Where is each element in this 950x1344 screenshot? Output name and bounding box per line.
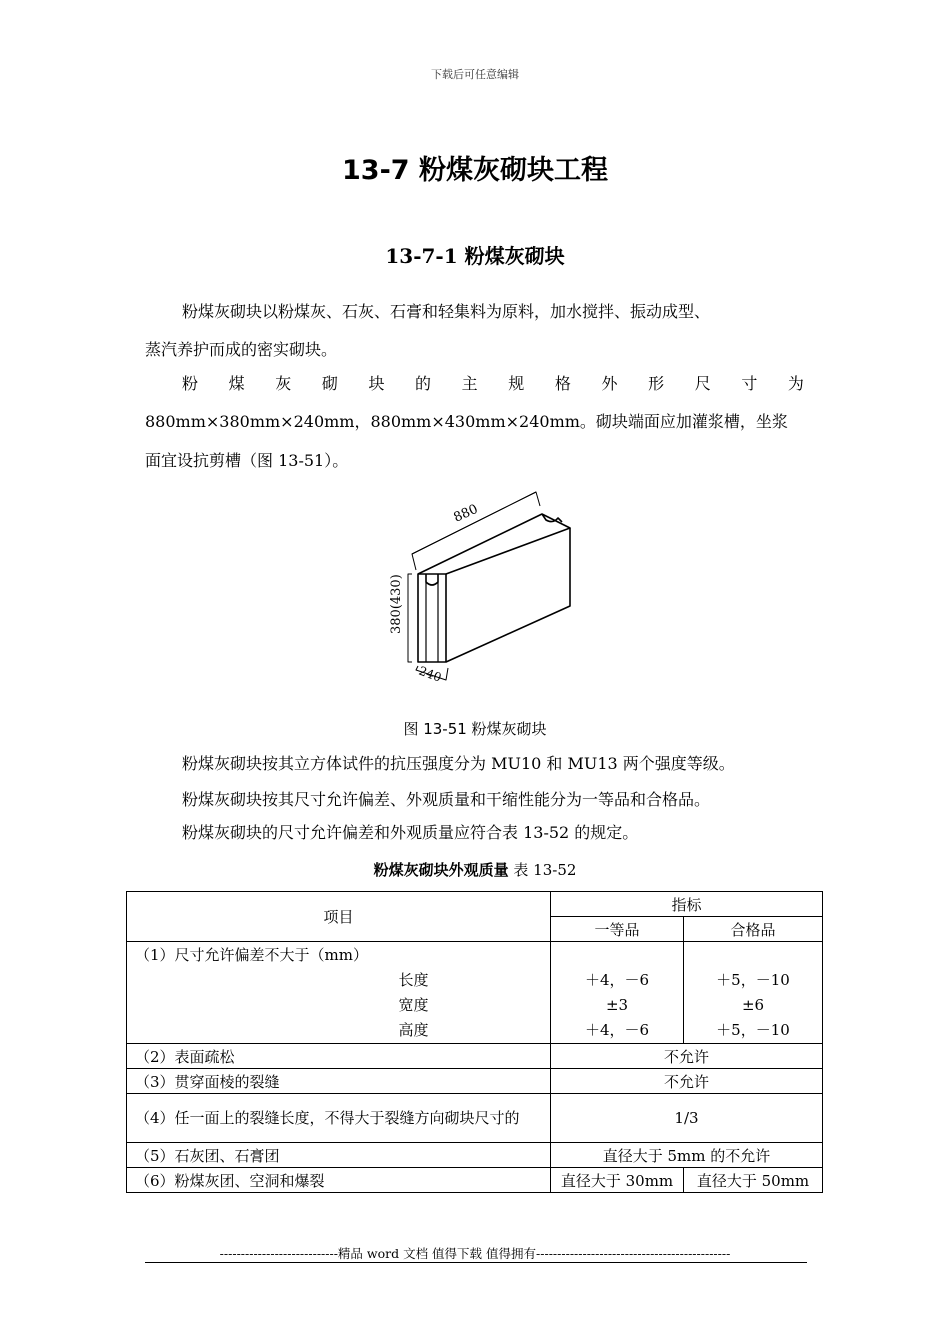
table-row — [127, 1168, 823, 1193]
figure-caption: 图 13-51 粉煤灰砌块 — [403, 720, 547, 738]
row1-grade1 — [551, 942, 684, 1044]
header-note: 下载后可任意编辑 — [431, 68, 519, 81]
paragraph-2-line-2: 880mm×380mm×240mm，880mm×430mm×240mm。砌块端面应加灌浆槽，坐浆 — [145, 412, 788, 431]
row1-sub-height: 高度 — [398, 1021, 429, 1039]
table-title-text: 粉煤灰砌块外观质量 — [373, 861, 509, 879]
row-label: （2）表面疏松 — [127, 1044, 551, 1069]
p2-char: 规 — [508, 374, 525, 393]
p2-char: 的 — [415, 374, 432, 393]
row-value: 1/3 — [551, 1094, 823, 1143]
row1-sub-length: 长度 — [398, 971, 429, 989]
p2-char: 形 — [648, 374, 665, 393]
paragraph-4: 粉煤灰砌块按其尺寸允许偏差、外观质量和干缩性能分为一等品和合格品。 — [182, 790, 711, 809]
p2-char: 外 — [601, 374, 618, 393]
row-value: 不允许 — [551, 1069, 823, 1094]
height-g1: ＋4，－6 — [584, 1021, 650, 1039]
paragraph-2-line-1 — [182, 373, 804, 395]
table-header-row — [127, 892, 823, 917]
row-label: （5）石灰团、石膏团 — [127, 1143, 551, 1168]
section-title: 13-7-1 粉煤灰砌块 — [385, 244, 565, 268]
row-label: （6）粉煤灰团、空洞和爆裂 — [127, 1168, 551, 1193]
paragraph-3: 粉煤灰砌块按其立方体试件的抗压强度分为 MU10 和 MU13 两个强度等级。 — [182, 754, 735, 773]
page-title: 13-7 粉煤灰砌块工程 — [342, 155, 608, 186]
row6-grade1: 直径大于 30mm — [551, 1168, 684, 1193]
paragraph-2-line-3: 面宜设抗剪槽（图 13-51）。 — [145, 451, 349, 470]
row1-cell — [127, 942, 551, 1044]
row1-label: （1）尺寸允许偏差不大于（mm） — [135, 946, 368, 964]
quality-table — [126, 891, 823, 1193]
table-number: 表 13-52 — [513, 861, 577, 879]
row-value: 不允许 — [551, 1044, 823, 1069]
p2-char: 主 — [461, 374, 478, 393]
row-label: （4）任一面上的裂缝长度，不得大于裂缝方向砌块尺寸的 — [127, 1094, 551, 1143]
row1-sub-width: 宽度 — [398, 996, 429, 1014]
table-row — [127, 1044, 823, 1069]
p2-char: 为 — [787, 374, 804, 393]
length-g2: ＋5，－10 — [716, 971, 790, 989]
p2-char: 寸 — [741, 374, 758, 393]
width-g1: ±3 — [605, 996, 629, 1014]
footer-text: ----------------------------精品 word 文档 值得下载 值得拥有---------------------------------------------- — [219, 1246, 731, 1261]
table-row — [127, 1143, 823, 1168]
p2-char: 块 — [368, 374, 385, 393]
p2-char: 格 — [554, 374, 571, 393]
row6-grade2: 直径大于 50mm — [684, 1168, 823, 1193]
dim-length-label: 880 — [451, 501, 481, 526]
p2-char: 粉 — [182, 374, 199, 393]
row1-grade2 — [684, 942, 823, 1044]
width-g2: ±6 — [741, 996, 765, 1014]
p2-char: 煤 — [228, 374, 245, 393]
table-title — [0, 859, 950, 880]
height-g2: ＋5，－10 — [716, 1021, 790, 1039]
p2-char: 灰 — [275, 374, 292, 393]
length-g1: ＋4，－6 — [584, 971, 650, 989]
paragraph-5: 粉煤灰砌块的尺寸允许偏差和外观质量应符合表 13-52 的规定。 — [182, 823, 639, 842]
footer-rule — [145, 1262, 807, 1263]
table-row — [127, 942, 823, 1044]
header-grade1: 一等品 — [551, 917, 684, 942]
dim-width-label: 240 — [416, 663, 444, 684]
block-drawing — [360, 484, 590, 684]
header-grade2: 合格品 — [684, 917, 823, 942]
row-label: （3）贯穿面棱的裂缝 — [127, 1069, 551, 1094]
table-row — [127, 1094, 823, 1143]
dim-height-label: 380(430) — [389, 574, 404, 634]
header-index: 指标 — [551, 892, 823, 917]
row-value: 直径大于 5mm 的不允许 — [551, 1143, 823, 1168]
table-row — [127, 1069, 823, 1094]
block-figure — [360, 484, 590, 684]
p2-char: 尺 — [694, 374, 711, 393]
header-item: 项目 — [127, 892, 551, 942]
p2-char: 砌 — [321, 374, 338, 393]
paragraph-1-line-2: 蒸汽养护而成的密实砌块。 — [145, 340, 338, 359]
paragraph-1-line-1: 粉煤灰砌块以粉煤灰、石灰、石膏和轻集料为原料，加水搅拌、振动成型、 — [182, 302, 711, 321]
